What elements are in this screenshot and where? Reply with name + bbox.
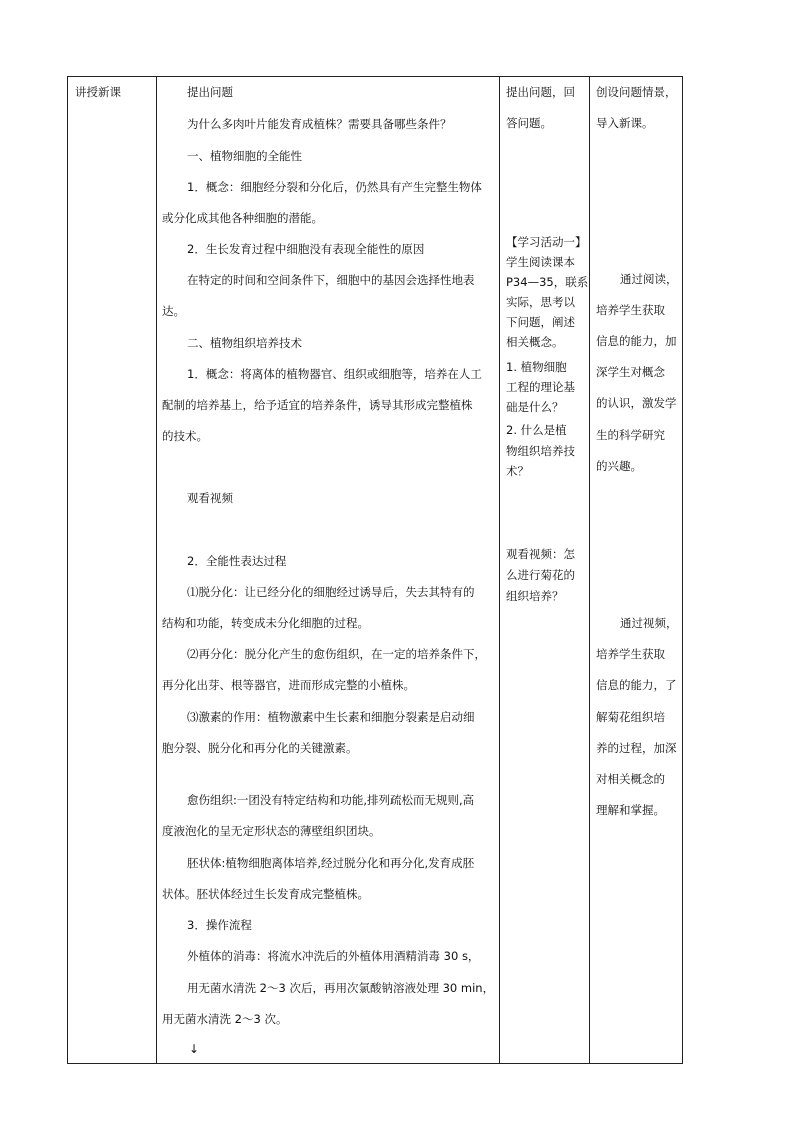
- student-line: P34—35，联系: [506, 275, 589, 289]
- student-line: 么进行菊花的: [506, 568, 575, 582]
- student-line: 下问题，阐述: [506, 315, 575, 329]
- lesson-table: [67, 76, 683, 1064]
- content-line: 用无菌水清洗 2～3 次后，再用次氯酸钠溶液处理 30 min，: [187, 981, 495, 995]
- down-arrow-icon: ↓: [189, 1042, 200, 1056]
- student-line: 物组织培养技: [506, 444, 575, 458]
- design-line: 通过阅读，: [620, 272, 678, 286]
- student-activity-cell: [500, 77, 589, 1063]
- student-line: 提出问题，回: [506, 85, 575, 99]
- teaching-content-cell: [157, 77, 499, 1063]
- content-line: 2．生长发育过程中细胞没有表现全能性的原因: [187, 242, 425, 256]
- section-label-cell: [68, 77, 156, 1063]
- design-line: 的兴趣。: [596, 459, 642, 473]
- content-line: 用无菌水清洗 2～3 次。: [162, 1012, 288, 1026]
- content-line: 外植体的消毒：将流水冲洗后的外植体用酒精消毒 30 s，: [187, 949, 480, 963]
- content-line: 结构和功能，转变成未分化细胞的过程。: [162, 616, 369, 630]
- content-line: 一、植物细胞的全能性: [187, 149, 302, 163]
- design-line: 理解和掌握。: [596, 803, 665, 817]
- student-line: 1. 植物细胞: [506, 360, 567, 374]
- design-line: 导入新课。: [596, 116, 654, 130]
- content-line: ⑵再分化：脱分化产生的愈伤组织，在一定的培养条件下，: [187, 647, 486, 661]
- content-line: 达。: [162, 304, 185, 318]
- design-line: 深学生对概念: [596, 365, 665, 379]
- content-line: 3．操作流程: [187, 918, 252, 932]
- student-line: 组织培养？: [506, 589, 564, 603]
- content-line: 配制的培养基上，给予适宜的培养条件，诱导其形成完整植株: [162, 398, 473, 412]
- content-line: 二、植物组织培养技术: [187, 336, 302, 350]
- content-line: 再分化出芽、根等器官，进而形成完整的小植株。: [162, 678, 415, 692]
- design-line: 培养学生获取: [596, 647, 665, 661]
- content-line: 胚状体:植物细胞离体培养,经过脱分化和再分化,发育成胚: [187, 856, 475, 870]
- section-label: 讲授新课: [75, 85, 121, 99]
- content-line: 度液泡化的呈无定形状态的薄壁组织团块。: [162, 824, 381, 838]
- content-line: 1．概念：细胞经分裂和分化后，仍然具有产生完整生物体: [187, 180, 482, 194]
- design-line: 生的科学研究: [596, 428, 665, 442]
- content-line: 状体。胚状体经过生长发育成完整植株。: [162, 887, 369, 901]
- content-line: 或分化成其他各种细胞的潜能。: [162, 211, 323, 225]
- design-line: 培养学生获取: [596, 303, 665, 317]
- content-line: ⑴脱分化：让已经分化的细胞经过诱导后，失去其特有的: [187, 585, 475, 599]
- student-line: 术？: [506, 464, 529, 478]
- content-line: 1．概念：将离体的植物器官、组织或细胞等，培养在人工: [187, 367, 482, 381]
- content-line: 愈伤组织:一团没有特定结构和功能,排列疏松而无规则,高: [187, 793, 475, 807]
- student-line: 实际，思考以: [506, 295, 575, 309]
- student-line: 学生阅读课本: [506, 255, 575, 269]
- student-line: 础是什么？: [506, 400, 564, 414]
- design-line: 信息的能力，了: [596, 678, 677, 692]
- content-line: 为什么多肉叶片能发育成植株？需要具备哪些条件？: [187, 117, 452, 131]
- student-line: 观看视频：怎: [506, 547, 575, 561]
- design-line: 的认识，激发学: [596, 396, 677, 410]
- content-line: 观看视频: [187, 491, 233, 505]
- content-line: 2．全能性表达过程: [187, 554, 287, 568]
- student-line: 答问题。: [506, 116, 552, 130]
- student-line: 相关概念。: [506, 335, 564, 349]
- design-line: 对相关概念的: [596, 772, 665, 786]
- student-line: 【学习活动一】: [506, 235, 587, 249]
- content-line: ⑶激素的作用：植物激素中生长素和细胞分裂素是启动细: [187, 710, 475, 724]
- content-line: 在特定的时间和空间条件下，细胞中的基因会选择性地表: [187, 273, 475, 287]
- student-line: 2. 什么是植: [506, 423, 567, 437]
- design-line: 通过视频，: [620, 616, 678, 630]
- design-line: 信息的能力，加: [596, 334, 677, 348]
- student-line: 工程的理论基: [506, 380, 575, 394]
- design-line: 解菊花组织培: [596, 710, 665, 724]
- content-line: 胞分裂、脱分化和再分化的关键激素。: [162, 741, 358, 755]
- content-line: 的技术。: [162, 429, 208, 443]
- content-line: 提出问题: [187, 85, 233, 99]
- design-intent-cell: [590, 77, 683, 1063]
- design-line: 创设问题情景，: [596, 85, 677, 99]
- design-line: 养的过程，加深: [596, 741, 677, 755]
